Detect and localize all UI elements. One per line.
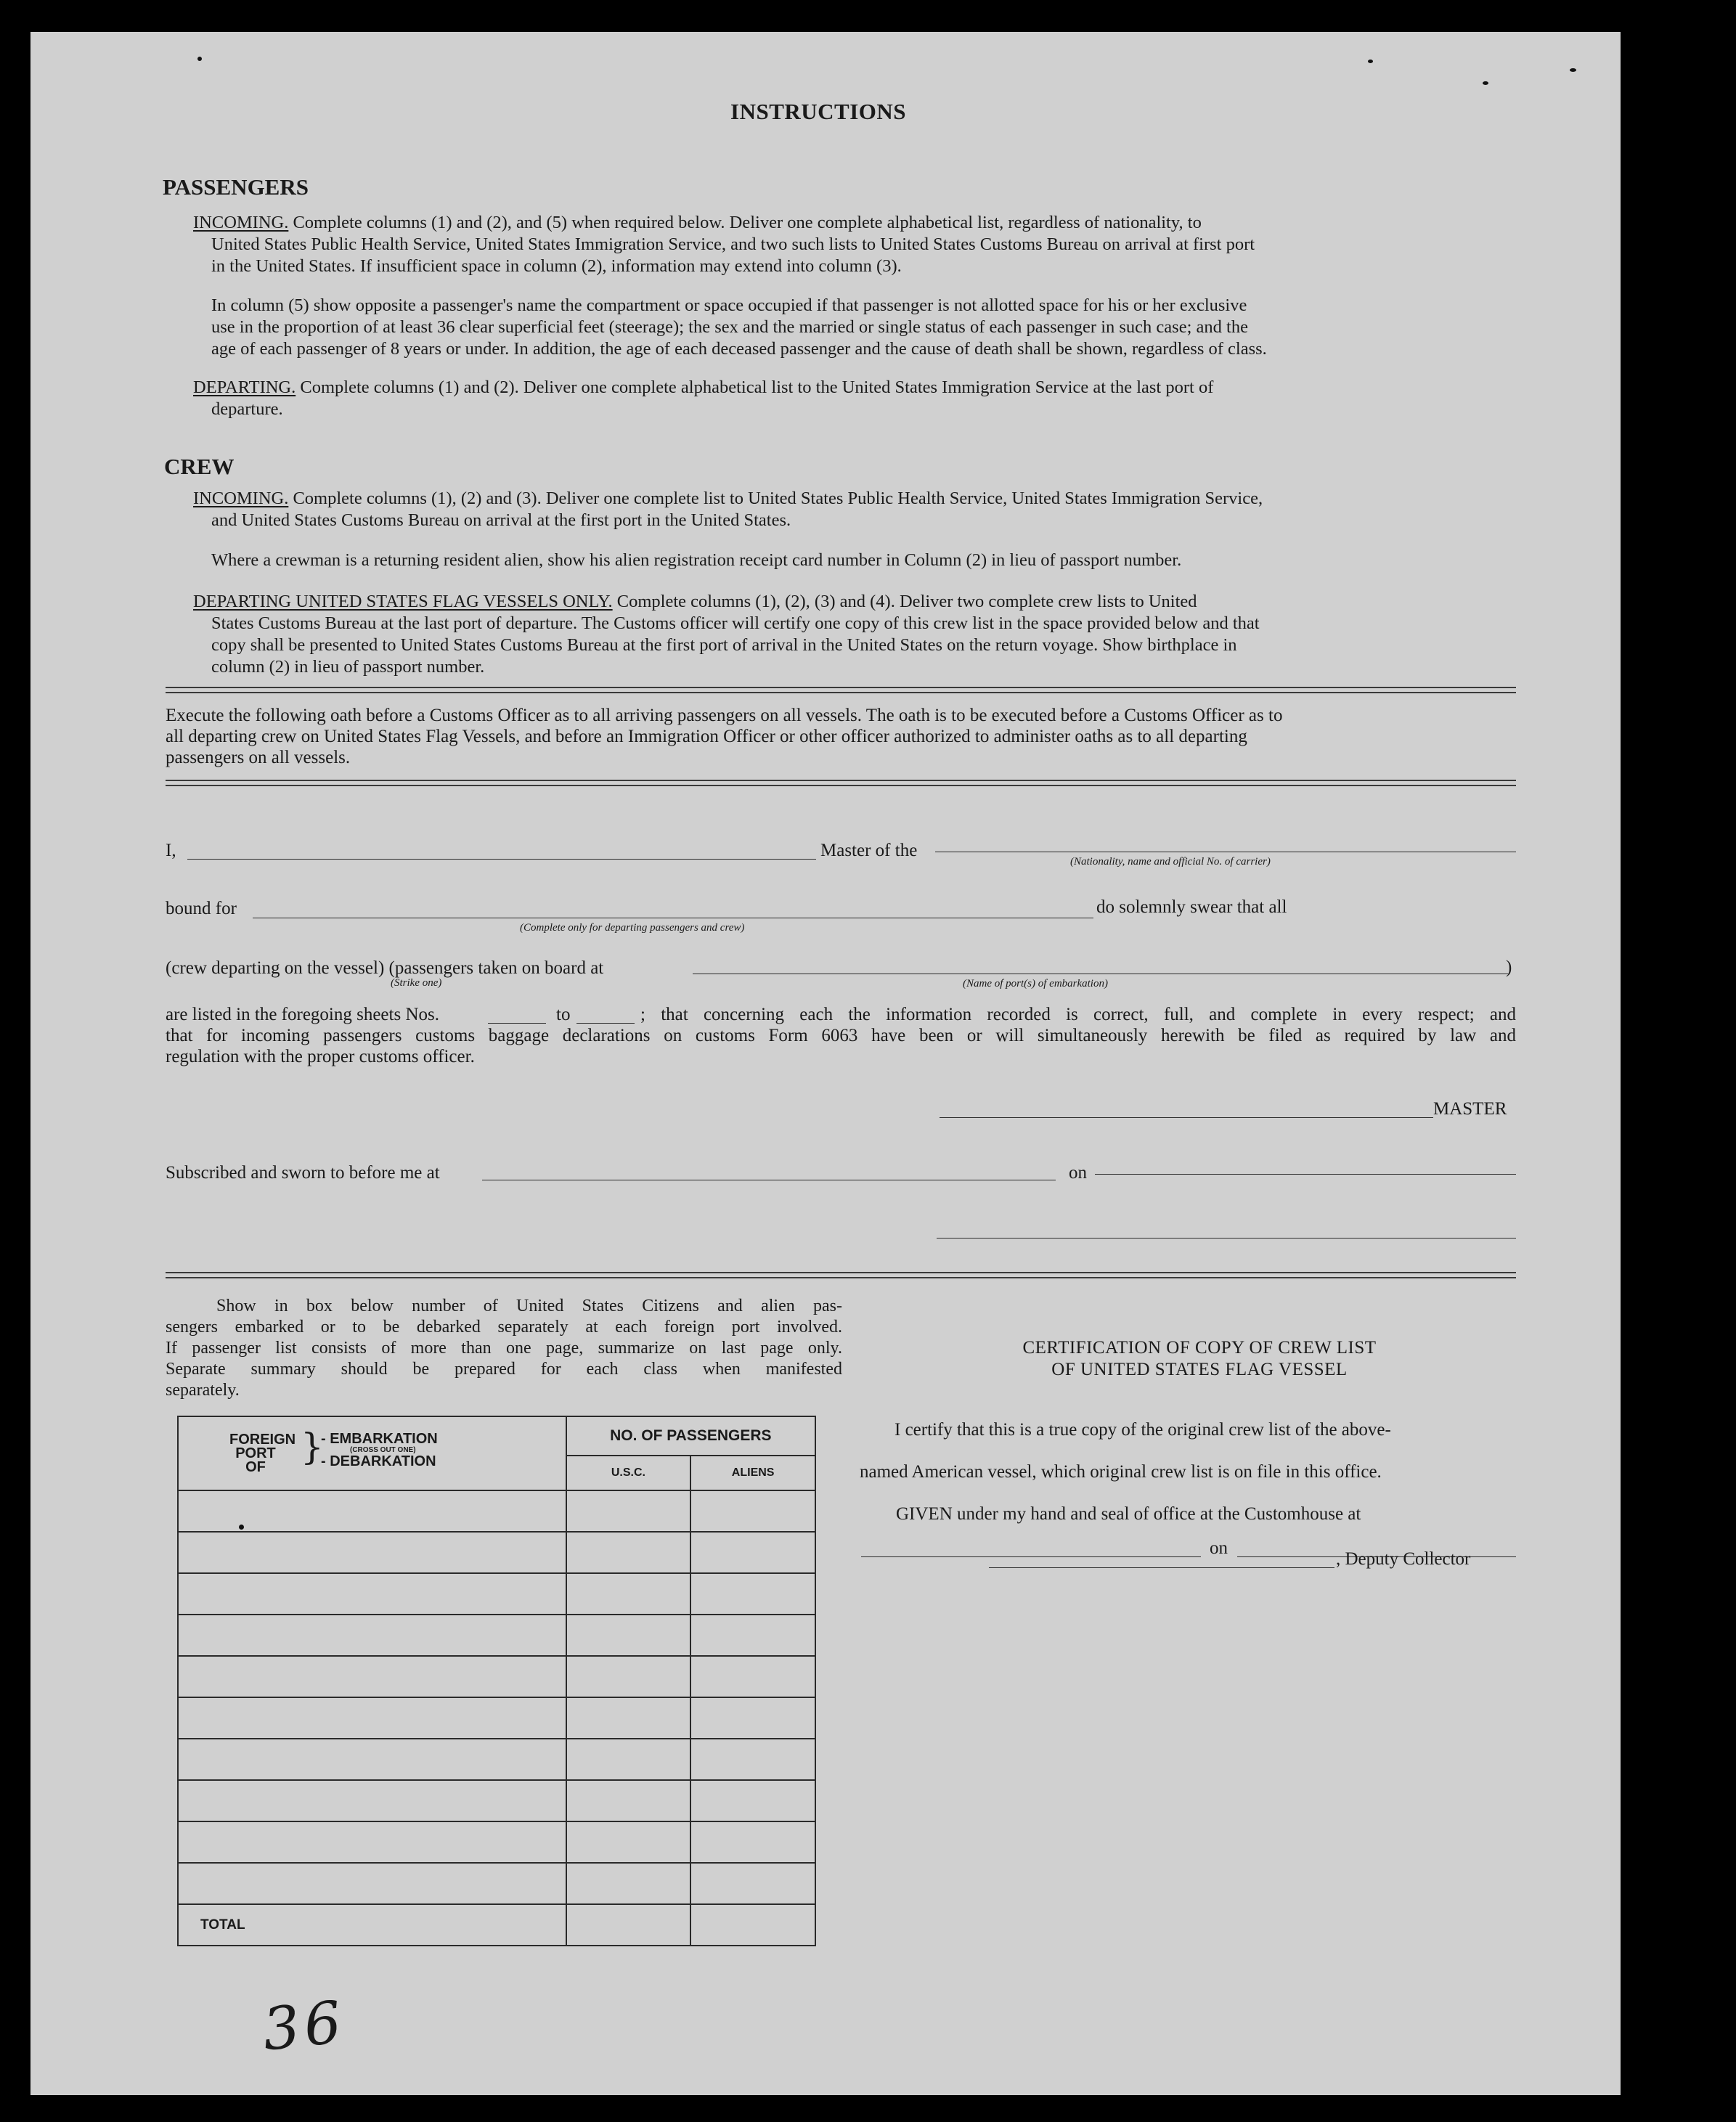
usc-cell[interactable] [566,1739,691,1780]
port-cell[interactable] [178,1821,566,1863]
oath-listed-line-1: ; that concerning each the information recorded is correct, full, and complete in every respect; and [640,1005,1516,1024]
port-label: PORT [235,1445,276,1461]
table-row [178,1615,815,1656]
column5-line-3: age of each passenger of 8 years or under. In addition, the age of each deceased passenger and the cause of death shall be shown, regardless of class. [211,339,1267,359]
usc-cell[interactable] [566,1697,691,1739]
aliens-cell[interactable] [690,1490,815,1532]
total-label: TOTAL [178,1904,566,1946]
passengers-departing-line-1: Complete columns (1) and (2). Deliver one complete alphabetical list to the United States Immigration Service at the last port of [300,378,1214,397]
embarkation-ports-caption: (Name of port(s) of embarkation) [963,978,1108,989]
passengers-incoming-line-2: United States Public Health Service, United States Immigration Service, and two such lists to United States Customs Bureau on arrival at first port [211,234,1255,254]
port-cell[interactable] [178,1656,566,1697]
sheets-label: are listed in the foregoing sheets Nos. [166,1005,439,1024]
sworn-date-field[interactable] [1095,1174,1516,1175]
divider-double [166,780,1516,786]
crew-departing-label: DEPARTING UNITED STATES FLAG VESSELS ONLY. [193,592,613,611]
aliens-cell[interactable] [690,1863,815,1904]
passengers-departing-label: DEPARTING. [193,378,296,397]
table-row [178,1863,815,1904]
crew-incoming-label: INCOMING. [193,489,289,508]
sheet-from-field[interactable] [488,1023,546,1024]
bound-for-caption: (Complete only for departing passengers and crew) [520,922,745,934]
certification-line-2: named American vessel, which original crew list is on file in this office. [860,1462,1382,1482]
passengers-column5-paragraph [211,295,1515,360]
divider-double [166,687,1516,693]
usc-cell[interactable] [566,1656,691,1697]
column5-line-2: use in the proportion of at least 36 clear superficial feet (steerage); the sex and the married or single status of each passenger in such case; and the [211,317,1248,337]
usc-cell[interactable] [566,1780,691,1821]
summary-instructions-line-5: separately. [166,1381,240,1400]
master-of-the-label: Master of the [820,841,918,860]
crew-incoming-line-1: Complete columns (1), (2) and (3). Deliver one complete list to United States Public Health Service, United States Immigration Service, [293,489,1263,508]
aliens-cell[interactable] [690,1573,815,1615]
total-aliens-cell[interactable] [690,1904,815,1946]
embarkation-label[interactable]: - EMBARKATION [321,1431,438,1447]
port-cell[interactable] [178,1863,566,1904]
column5-line-1: In column (5) show opposite a passenger's name the compartment or space occupied if that passenger is not allotted space for his or her exclusive [211,295,1247,315]
master-label: MASTER [1433,1099,1507,1119]
aliens-cell[interactable] [690,1656,815,1697]
port-cell[interactable] [178,1615,566,1656]
brace-icon: } [301,1426,324,1468]
divider-double [166,1272,1516,1278]
customhouse-field[interactable] [861,1556,1201,1557]
passengers-incoming-paragraph [193,212,1515,277]
scan-speck [239,1525,244,1530]
port-cell[interactable] [178,1490,566,1532]
foreign-label: FOREIGN [229,1432,296,1448]
usc-cell[interactable] [566,1615,691,1656]
port-cell[interactable] [178,1697,566,1739]
scan-speck [1570,68,1576,72]
crew-incoming-line-2: and United States Customs Bureau on arrival at the first port in the United States. [211,510,791,530]
scan-speck [197,57,202,61]
oath-instructions-line-2: all departing crew on United States Flag Vessels, and before an Immigration Officer or other officer authorized to administer oaths as to all departing [166,727,1247,746]
crew-departing-paragraph [193,591,1515,678]
sheet-to-field[interactable] [576,1023,635,1024]
usc-cell[interactable] [566,1573,691,1615]
table-row [178,1739,815,1780]
certification-line-1: I certify that this is a true copy of the original crew list of the above- [895,1420,1391,1440]
strike-one-caption: (Strike one) [391,977,442,989]
usc-cell[interactable] [566,1863,691,1904]
sworn-on-label: on [1069,1163,1087,1183]
passengers-departing-line-2: departure. [211,399,283,419]
passengers-incoming-line-3: in the United States. If insufficient space in column (2), information may extend into column (3). [211,256,902,276]
debarkation-label[interactable]: - DEBARKATION [321,1453,436,1469]
crew-departing-line-4: column (2) in lieu of passport number. [211,657,485,677]
aliens-cell[interactable] [690,1821,815,1863]
summary-instructions-line-1: Show in box below number of United States Citizens and alien pas- [216,1297,842,1315]
usc-cell[interactable] [566,1490,691,1532]
crew-departing-strike-text: (crew departing on the vessel) (passengers taken on board at [166,958,604,978]
table-row [178,1573,815,1615]
certification-line-3: GIVEN under my hand and seal of office at the Customhouse at [896,1504,1361,1524]
page-title: INSTRUCTIONS [730,99,907,124]
master-name-field[interactable] [187,859,816,860]
oath-listed-line-3: regulation with the proper customs officer. [166,1047,475,1066]
summary-rows [178,1490,815,1904]
aliens-cell[interactable] [690,1739,815,1780]
summary-instructions [166,1296,842,1401]
document-sheet [30,32,1621,2095]
deputy-collector-label: , Deputy Collector [1336,1549,1471,1569]
sheets-to-label: to [556,1005,571,1024]
foreign-port-header [178,1416,566,1490]
port-cell[interactable] [178,1573,566,1615]
table-row [178,1532,815,1573]
summary-instructions-line-4: Separate summary should be prepared for each class when manifested [166,1360,842,1379]
passengers-incoming-label: INCOMING. [193,213,289,232]
table-row [178,1780,815,1821]
bound-for-label: bound for [166,899,237,918]
oath-instructions-line-1: Execute the following oath before a Customs Officer as to all arriving passengers on all vessels. The oath is to be executed before a Customs Officer as to [166,706,1283,725]
usc-header: U.S.C. [566,1456,691,1490]
cross-out-one-label: (CROSS OUT ONE) [350,1446,416,1454]
close-paren: ) [1506,958,1512,977]
crew-departing-line-1: Complete columns (1), (2), (3) and (4). Deliver two complete crew lists to United [616,592,1197,611]
crew-incoming-paragraph [193,488,1515,531]
no-of-passengers-header: NO. OF PASSENGERS [566,1416,815,1456]
usc-cell[interactable] [566,1532,691,1573]
certification-title-line-2: OF UNITED STATES FLAG VESSEL [1051,1360,1348,1379]
handwritten-page-number: 36 [259,1988,349,2064]
passengers-departing-paragraph [193,377,1515,420]
scan-speck [1368,60,1373,63]
summary-instructions-line-2: sengers embarked or to be debarked separately at each foreign port involved. [166,1318,842,1337]
table-row [178,1697,815,1739]
total-usc-cell[interactable] [566,1904,691,1946]
port-cell[interactable] [178,1739,566,1780]
aliens-header: ALIENS [690,1456,815,1490]
subscribed-label: Subscribed and sworn to before me at [166,1163,440,1183]
certification-on-label: on [1210,1538,1228,1558]
port-cell[interactable] [178,1532,566,1573]
carrier-caption: (Nationality, name and official No. of carrier) [1070,856,1271,868]
oath-i-label: I, [166,841,176,860]
aliens-cell[interactable] [690,1615,815,1656]
table-row [178,1656,815,1697]
aliens-cell[interactable] [690,1780,815,1821]
master-signature-field[interactable] [940,1117,1433,1118]
certification-title [873,1337,1526,1381]
total-row [178,1904,815,1946]
table-row [178,1490,815,1532]
table-row [178,1821,815,1863]
deputy-signature-field[interactable] [989,1567,1334,1568]
aliens-cell[interactable] [690,1532,815,1573]
oath-instructions-line-3: passengers on all vessels. [166,748,351,767]
oath-listed-line-2: that for incoming passengers customs baggage declarations on customs Form 6063 have been or will simultaneously herewith be filed as required by law and [166,1026,1516,1045]
of-label: OF [245,1459,266,1475]
scan-speck [1483,81,1488,85]
do-swear-text: do solemnly swear that all [1096,897,1287,917]
summary-instructions-line-3: If passenger list consists of more than one page, summarize on last page only. [166,1339,842,1358]
port-cell[interactable] [178,1780,566,1821]
passenger-summary-table [177,1416,816,1946]
crew-departing-line-2: States Customs Bureau at the last port of departure. The Customs officer will certify one copy of this crew list in the space provided below and that [211,613,1260,633]
certification-title-line-1: CERTIFICATION OF COPY OF CREW LIST [1022,1338,1377,1358]
oath-instructions [166,705,1516,768]
passengers-incoming-line-1: Complete columns (1) and (2), and (5) when required below. Deliver one complete alphabetical list, regardless of nationality, to [293,213,1202,232]
table-header-row [178,1416,815,1456]
passengers-heading: PASSENGERS [163,174,309,200]
crew-heading: CREW [164,454,235,479]
crew-departing-line-3: copy shall be presented to United States Customs Bureau at the first port of arrival in the United States on the return voyage. Show birthplace in [211,635,1237,655]
usc-cell[interactable] [566,1821,691,1863]
crew-resident-paragraph: Where a crewman is a returning resident alien, show his alien registration receipt card number in Column (2) in lieu of passport number. [211,550,1182,570]
aliens-cell[interactable] [690,1697,815,1739]
